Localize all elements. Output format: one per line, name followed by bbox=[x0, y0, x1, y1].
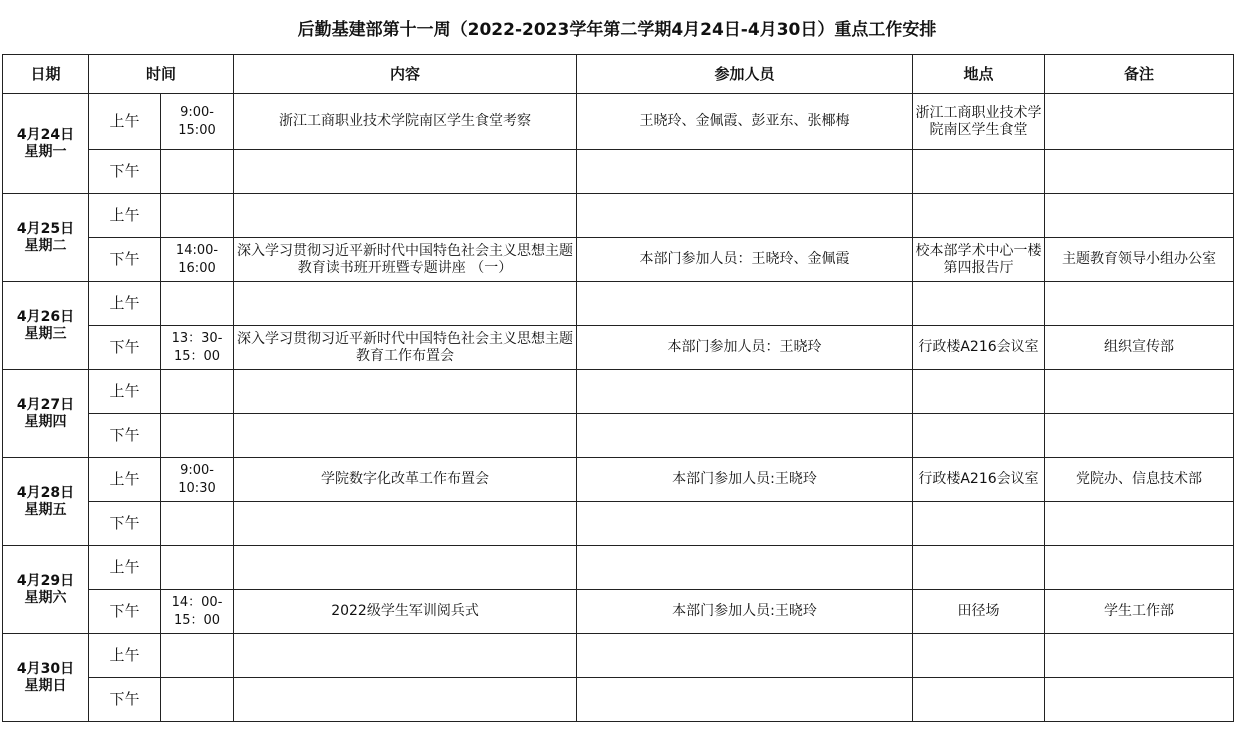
half-day-cell: 下午 bbox=[89, 590, 161, 634]
note-cell: 组织宣传部 bbox=[1045, 326, 1234, 370]
time-cell bbox=[161, 282, 234, 326]
people-cell bbox=[577, 370, 913, 414]
schedule-body bbox=[3, 94, 1234, 722]
half-day-cell: 下午 bbox=[89, 150, 161, 194]
half-day-cell: 上午 bbox=[89, 282, 161, 326]
note-cell bbox=[1045, 634, 1234, 678]
table-row bbox=[3, 634, 1234, 678]
content-cell bbox=[234, 634, 577, 678]
note-cell: 党院办、信息技术部 bbox=[1045, 458, 1234, 502]
place-cell bbox=[913, 150, 1045, 194]
people-cell: 本部门参加人员:王晓玲 bbox=[577, 590, 913, 634]
content-cell bbox=[234, 150, 577, 194]
half-day-cell: 下午 bbox=[89, 238, 161, 282]
content-cell: 浙江工商职业技术学院南区学生食堂考察 bbox=[234, 94, 577, 150]
page-title: 后勤基建部第十一周（2022-2023学年第二学期4月24日-4月30日）重点工作安排 bbox=[297, 19, 937, 40]
time-cell: 14:00-16:00 bbox=[161, 238, 234, 282]
date-cell bbox=[3, 458, 89, 546]
table-row bbox=[3, 590, 1234, 634]
header-people: 参加人员 bbox=[577, 55, 913, 94]
weekday-label: 星期五 bbox=[24, 501, 67, 518]
time-cell bbox=[161, 414, 234, 458]
date-label: 4月25日 bbox=[16, 220, 75, 237]
table-row bbox=[3, 326, 1234, 370]
time-cell bbox=[161, 150, 234, 194]
time-cell: 14：00-15：00 bbox=[161, 590, 234, 634]
people-cell bbox=[577, 634, 913, 678]
time-cell bbox=[161, 546, 234, 590]
place-cell bbox=[913, 282, 1045, 326]
header-content: 内容 bbox=[234, 55, 577, 94]
place-cell bbox=[913, 546, 1045, 590]
place-cell bbox=[913, 634, 1045, 678]
half-day-cell: 上午 bbox=[89, 546, 161, 590]
people-cell bbox=[577, 678, 913, 722]
place-cell: 校本部学术中心一楼第四报告厅 bbox=[913, 238, 1045, 282]
weekday-label: 星期一 bbox=[24, 143, 67, 160]
date-label: 4月26日 bbox=[16, 308, 75, 325]
date-label: 4月27日 bbox=[16, 396, 75, 413]
note-cell bbox=[1045, 194, 1234, 238]
half-day-cell: 上午 bbox=[89, 370, 161, 414]
half-day-cell: 上午 bbox=[89, 94, 161, 150]
weekday-label: 星期日 bbox=[24, 677, 67, 694]
half-day-cell: 下午 bbox=[89, 678, 161, 722]
table-row bbox=[3, 414, 1234, 458]
content-cell bbox=[234, 678, 577, 722]
header-note: 备注 bbox=[1045, 55, 1234, 94]
table-row bbox=[3, 546, 1234, 590]
half-day-cell: 上午 bbox=[89, 458, 161, 502]
content-cell bbox=[234, 370, 577, 414]
place-cell bbox=[913, 194, 1045, 238]
place-cell bbox=[913, 502, 1045, 546]
note-cell bbox=[1045, 94, 1234, 150]
note-cell bbox=[1045, 678, 1234, 722]
date-cell bbox=[3, 94, 89, 194]
date-cell bbox=[3, 634, 89, 722]
table-row bbox=[3, 502, 1234, 546]
table-row bbox=[3, 94, 1234, 150]
half-day-cell: 上午 bbox=[89, 634, 161, 678]
note-cell bbox=[1045, 414, 1234, 458]
people-cell bbox=[577, 502, 913, 546]
header-time: 时间 bbox=[89, 55, 234, 94]
time-cell bbox=[161, 678, 234, 722]
place-cell: 田径场 bbox=[913, 590, 1045, 634]
half-day-cell: 下午 bbox=[89, 326, 161, 370]
half-day-cell: 下午 bbox=[89, 502, 161, 546]
note-cell bbox=[1045, 370, 1234, 414]
weekday-label: 星期三 bbox=[24, 325, 67, 342]
content-cell bbox=[234, 282, 577, 326]
date-label: 4月24日 bbox=[16, 126, 75, 143]
weekday-label: 星期二 bbox=[24, 237, 67, 254]
content-cell bbox=[234, 194, 577, 238]
people-cell: 本部门参加人员:王晓玲 bbox=[577, 458, 913, 502]
date-label: 4月30日 bbox=[16, 660, 75, 677]
time-cell bbox=[161, 194, 234, 238]
content-cell bbox=[234, 502, 577, 546]
header-date: 日期 bbox=[3, 55, 89, 94]
place-cell bbox=[913, 678, 1045, 722]
table-row bbox=[3, 150, 1234, 194]
table-row bbox=[3, 458, 1234, 502]
people-cell: 本部门参加人员：王晓玲 bbox=[577, 326, 913, 370]
weekday-label: 星期四 bbox=[24, 413, 67, 430]
place-cell: 行政楼A216会议室 bbox=[913, 458, 1045, 502]
table-row bbox=[3, 238, 1234, 282]
place-cell: 浙江工商职业技术学院南区学生食堂 bbox=[913, 94, 1045, 150]
note-cell bbox=[1045, 150, 1234, 194]
date-label: 4月28日 bbox=[16, 484, 75, 501]
content-cell: 2022级学生军训阅兵式 bbox=[234, 590, 577, 634]
header-row bbox=[3, 55, 1234, 94]
half-day-cell: 下午 bbox=[89, 414, 161, 458]
date-label: 4月29日 bbox=[16, 572, 75, 589]
people-cell bbox=[577, 150, 913, 194]
header-place: 地点 bbox=[913, 55, 1045, 94]
time-cell: 9:00-15:00 bbox=[161, 94, 234, 150]
people-cell bbox=[577, 546, 913, 590]
table-row bbox=[3, 678, 1234, 722]
note-cell: 主题教育领导小组办公室 bbox=[1045, 238, 1234, 282]
note-cell bbox=[1045, 502, 1234, 546]
date-cell bbox=[3, 546, 89, 634]
table-row bbox=[3, 282, 1234, 326]
time-cell: 13：30-15：00 bbox=[161, 326, 234, 370]
place-cell: 行政楼A216会议室 bbox=[913, 326, 1045, 370]
note-cell bbox=[1045, 546, 1234, 590]
people-cell bbox=[577, 282, 913, 326]
table-row bbox=[3, 194, 1234, 238]
content-cell: 深入学习贯彻习近平新时代中国特色社会主义思想主题教育工作布置会 bbox=[234, 326, 577, 370]
people-cell bbox=[577, 414, 913, 458]
table-row bbox=[3, 370, 1234, 414]
people-cell: 王晓玲、金佩霞、彭亚东、张椰梅 bbox=[577, 94, 913, 150]
note-cell bbox=[1045, 282, 1234, 326]
place-cell bbox=[913, 370, 1045, 414]
note-cell: 学生工作部 bbox=[1045, 590, 1234, 634]
people-cell bbox=[577, 194, 913, 238]
content-cell bbox=[234, 414, 577, 458]
place-cell bbox=[913, 414, 1045, 458]
date-cell bbox=[3, 282, 89, 370]
time-cell bbox=[161, 370, 234, 414]
half-day-cell: 上午 bbox=[89, 194, 161, 238]
time-cell bbox=[161, 502, 234, 546]
people-cell: 本部门参加人员：王晓玲、金佩霞 bbox=[577, 238, 913, 282]
content-cell bbox=[234, 546, 577, 590]
time-cell: 9:00-10:30 bbox=[161, 458, 234, 502]
date-cell bbox=[3, 370, 89, 458]
content-cell: 深入学习贯彻习近平新时代中国特色社会主义思想主题教育读书班开班暨专题讲座 （一） bbox=[234, 238, 577, 282]
schedule-table bbox=[2, 54, 1234, 722]
time-cell bbox=[161, 634, 234, 678]
content-cell: 学院数字化改革工作布置会 bbox=[234, 458, 577, 502]
weekday-label: 星期六 bbox=[24, 589, 67, 606]
date-cell bbox=[3, 194, 89, 282]
